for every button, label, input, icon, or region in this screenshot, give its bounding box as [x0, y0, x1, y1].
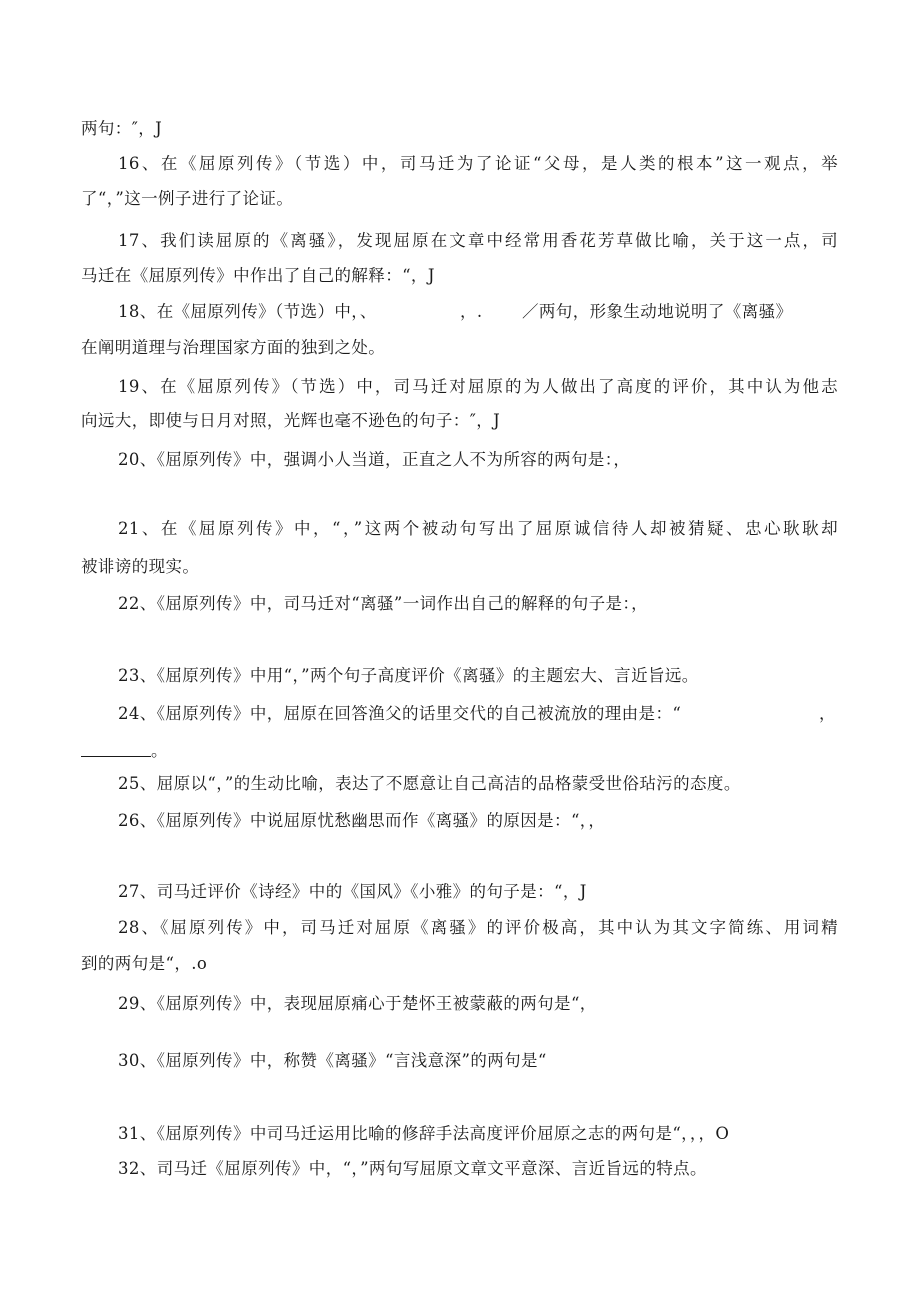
- question-19-line-2: 向远大，即使与日月对照，光辉也毫不逊色的句子：″，J: [81, 411, 501, 430]
- question-32: 32、司马迁《屈原列传》中，“，”两句写屈原文章文平意深、言近旨远的特点。: [118, 1159, 707, 1178]
- question-22: 22、《屈原列传》中，司马迁对“离骚”一词作出自己的解释的句子是：，: [118, 594, 648, 613]
- question-27: 27、司马迁评价《诗经》中的《国风》《小雅》的句子是：“，J: [118, 882, 587, 901]
- question-16-line-1: 16、在《屈原列传》（节选）中，司马迁为了论证“父母，是人类的根本”这一观点，举: [118, 154, 838, 173]
- question-25: 25、屈原以“，”的生动比喻，表达了不愿意让自己高洁的品格蒙受世俗玷污的态度。: [118, 774, 741, 793]
- question-16-line-2: 了“，”这一例子进行了论证。: [81, 189, 294, 208]
- question-17-line-2: 马迁在《屈原列传》中作出了自己的解释：“，J: [81, 266, 435, 285]
- question-26: 26、《屈原列传》中说屈原忧愁幽思而作《离骚》的原因是：“，，: [118, 811, 606, 830]
- question-30: 30、《屈原列传》中，称赞《离骚》“言浅意深”的两句是“: [118, 1051, 547, 1070]
- question-24-line-1-part-1: 24、《屈原列传》中，屈原在回答渔父的话里交代的自己被流放的理由是：“: [118, 704, 682, 723]
- question-18-line-1-part-3: ／两句，形象生动地说明了《离骚》: [522, 302, 793, 321]
- question-18-line-2: 在阐明道理与治理国家方面的独到之处。: [81, 338, 386, 357]
- question-24-line-2: 。: [151, 741, 168, 760]
- question-31: 31、《屈原列传》中司马迁运用比喻的修辞手法高度评价屈原之志的两句是“，，，O: [118, 1124, 730, 1143]
- question-18-line-1-part-2: ，.: [460, 302, 483, 321]
- question-17-line-1: 17、我们读屈原的《离骚》，发现屈原在文章中经常用香花芳草做比喻，关于这一点，司: [118, 231, 838, 250]
- question-20: 20、《屈原列传》中，强调小人当道，正直之人不为所容的两句是：，: [118, 450, 631, 469]
- question-23: 23、《屈原列传》中用“，”两个句子高度评价《离骚》的主题宏大、言近旨远。: [118, 666, 699, 685]
- question-21-line-2: 被诽谤的现实。: [81, 557, 200, 576]
- line-intro-two-sentences: 两句：″，J: [81, 119, 163, 138]
- question-19-line-1: 19、在《屈原列传》（节选）中，司马迁对屈原的为人做出了高度的评价，其中认为他志: [118, 377, 838, 396]
- question-18-line-1-part-1: 18、在《屈原列传》（节选）中，、: [118, 302, 377, 321]
- question-28-line-1: 28、《屈原列传》中，司马迁对屈原《离骚》的评价极高，其中认为其文字简练、用词精: [118, 918, 838, 937]
- question-24-answer-blank: [81, 756, 151, 757]
- question-29: 29、《屈原列传》中，表现屈原痛心于楚怀王被蒙蔽的两句是“，: [118, 994, 597, 1013]
- question-21-line-1: 21、在《屈原列传》中，“，”这两个被动句写出了屈原诚信待人却被猜疑、忠心耿耿却: [118, 519, 838, 538]
- question-28-line-2: 到的两句是“，.o: [81, 954, 208, 973]
- question-24-line-1-part-2: ，: [819, 704, 836, 723]
